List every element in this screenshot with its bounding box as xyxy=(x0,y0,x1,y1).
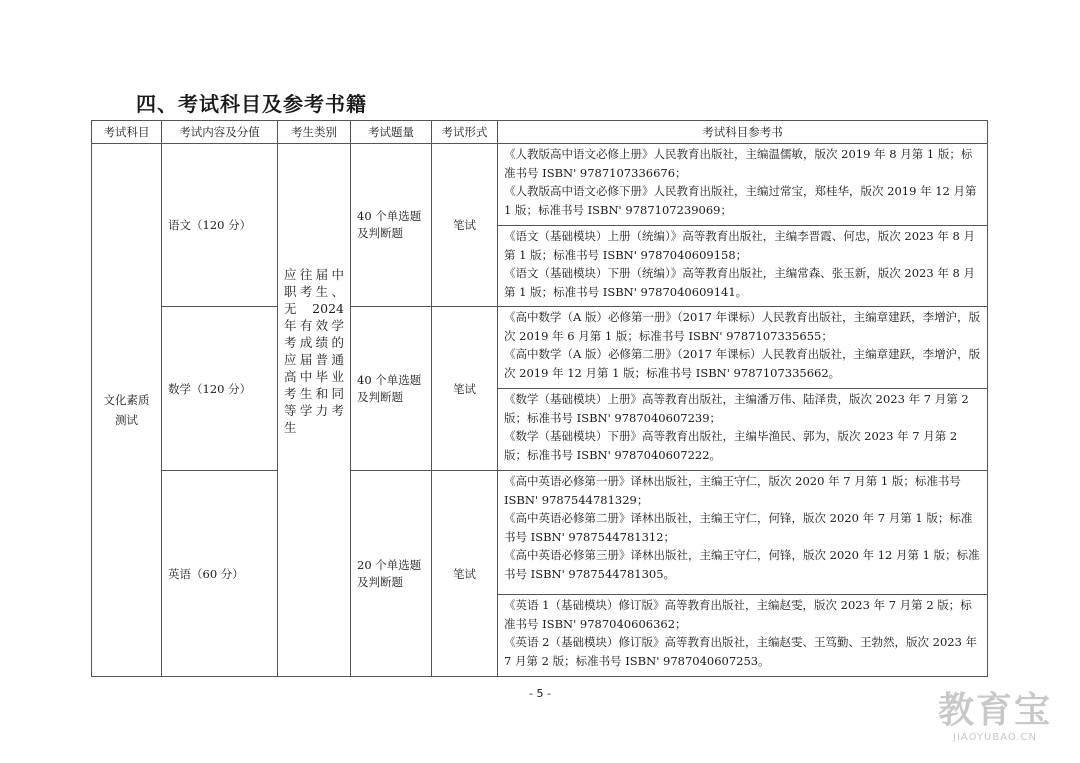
book-entry: 《人教版高中语文必修下册》人民教育出版社，主编过常宝，郑桂华，版次 2019 年 12 月第 1 版；标准书号 ISBN' 9787107239069； xyxy=(504,184,977,217)
subject-cell: 文化素质测试 xyxy=(92,144,162,677)
book-entry: 《高中数学（A 版）必修第二册》（2017 年课标）人民教育出版社，主编章建跃，李增沪，版次 2019 年 12 月第 1 版；标准书号 ISBN' 9787107335662。 xyxy=(504,347,981,380)
book-group xyxy=(498,471,988,595)
header-form: 考试形式 xyxy=(432,121,498,144)
watermark-url: JIAOYUBAO.CN xyxy=(953,732,1037,743)
book-entry: 《高中英语必修第二册》译林出版社，主编王守仁，何锋，版次 2020 年 7 月第 1 版；标准书号 ISBN' 9787544781312； xyxy=(504,511,973,544)
form-math: 笔试 xyxy=(432,307,498,471)
section-heading: 四、考试科目及参考书籍 xyxy=(136,92,367,116)
book-group xyxy=(498,389,988,471)
book-group xyxy=(498,307,988,389)
book-entry: 《人教版高中语文必修上册》人民教育出版社，主编温儒敏，版次 2019 年 8 月第 1 版；标准书号 ISBN' 9787107336676； xyxy=(504,147,973,180)
watermark-text: 教育宝 xyxy=(937,690,1052,731)
book-group xyxy=(498,226,988,307)
book-entry: 《高中英语必修第一册》译林出版社，主编王守仁，版次 2020 年 7 月第 1 版；标准书号 ISBN' 9787544781329； xyxy=(504,474,961,507)
book-entry: 《数学（基础模块）上册》高等教育出版社，主编潘万伟、陆泽贵，版次 2023 年 7 月第 2 版；标准书号 ISBN' 9787040607239； xyxy=(504,392,969,425)
candidate-type-cell: 应往届中职考生、无 2024 年有效学考成绩的应届普通高中毕业考生和同等学力考生 xyxy=(278,144,351,677)
quantity-english: 20 个单选题及判断题 xyxy=(351,471,432,677)
header-subject: 考试科目 xyxy=(92,121,162,144)
form-chinese: 笔试 xyxy=(432,144,498,307)
header-quantity: 考试题量 xyxy=(351,121,432,144)
watermark-logo xyxy=(930,690,1060,743)
exam-reference-table xyxy=(91,120,988,677)
header-content: 考试内容及分值 xyxy=(162,121,278,144)
header-reference-books: 考试科目参考书 xyxy=(498,121,988,144)
book-entry: 《语文（基础模块）上册（统编）》高等教育出版社，主编李晋霞、何忠，版次 2023 年 8 月第 1 版；标准书号 ISBN' 9787040609158； xyxy=(504,229,975,262)
book-entry: 《高中英语必修第三册》译林出版社，主编王守仁，何锋，版次 2020 年 12 月第 1 版；标准书号 ISBN' 9787544781305。 xyxy=(504,548,980,581)
book-entry: 《数学（基础模块）下册》高等教育出版社，主编毕渔民、郭为，版次 2023 年 7 月第 2 版；标准书号 ISBN' 9787040607222。 xyxy=(504,429,958,462)
book-entry: 《高中数学（A 版）必修第一册》（2017 年课标）人民教育出版社，主编章建跃，李增沪，版次 2019 年 6 月第 1 版；标准书号 ISBN' 9787107335655； xyxy=(504,310,981,343)
book-group xyxy=(498,144,988,226)
content-math: 数学（120 分） xyxy=(162,307,278,471)
page-number: - 5 - xyxy=(529,687,551,700)
book-entry: 《英语 2（基础模块）修订版》高等教育出版社，主编赵雯、王笃勤、王勃然，版次 2023 年 7 月第 2 版；标准书号 ISBN' 9787040607253。 xyxy=(504,635,978,668)
book-entry: 《语文（基础模块）下册（统编）》高等教育出版社，主编常森、张玉新，版次 2023 年 8 月第 1 版；标准书号 ISBN' 9787040609141。 xyxy=(504,266,975,299)
table-row xyxy=(92,144,988,226)
quantity-math: 40 个单选题及判断题 xyxy=(351,307,432,471)
header-candidate-type: 考生类别 xyxy=(278,121,351,144)
quantity-chinese: 40 个单选题及判断题 xyxy=(351,144,432,307)
table-row xyxy=(92,307,988,389)
form-english: 笔试 xyxy=(432,471,498,677)
book-group xyxy=(498,595,988,677)
table-header-row xyxy=(92,121,988,144)
content-english: 英语（60 分） xyxy=(162,471,278,677)
table-row xyxy=(92,471,988,595)
book-entry: 《英语 1（基础模块）修订版》高等教育出版社，主编赵雯，版次 2023 年 7 月第 2 版；标准书号 ISBN' 9787040606362； xyxy=(504,598,972,631)
content-chinese: 语文（120 分） xyxy=(162,144,278,307)
